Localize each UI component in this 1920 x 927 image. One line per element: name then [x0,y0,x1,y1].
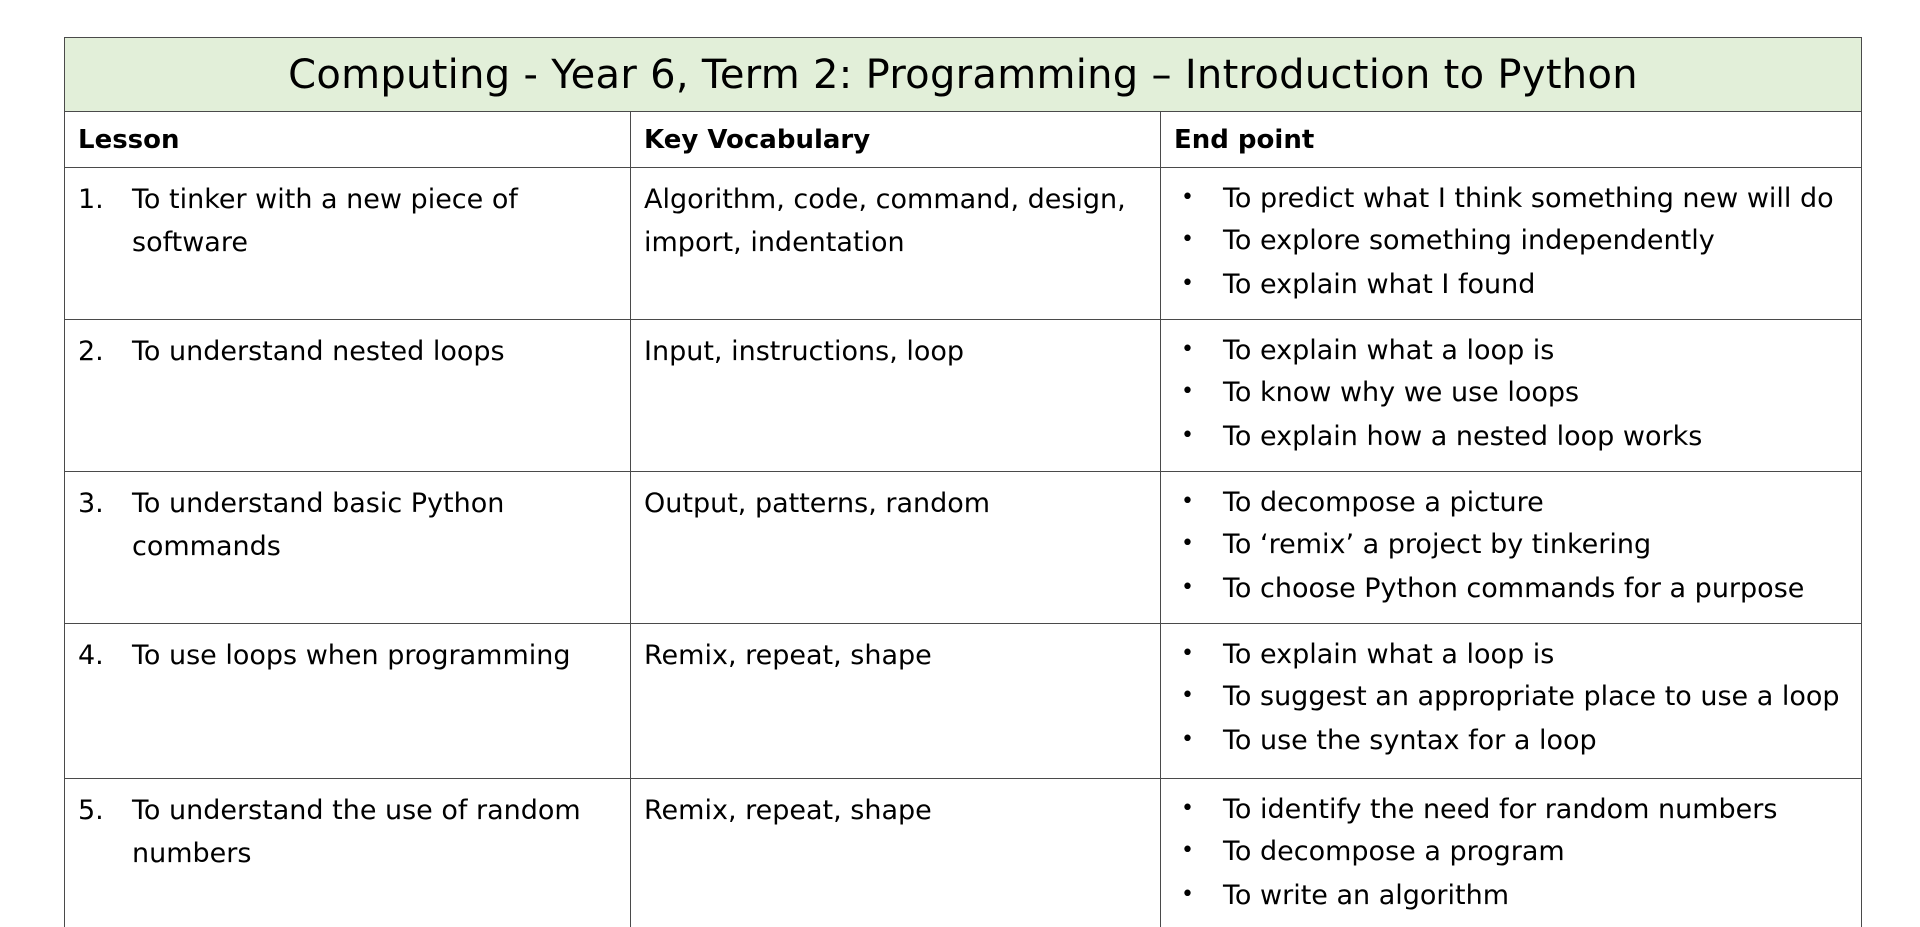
bullet-icon: • [1181,838,1194,863]
bullet-icon: • [1181,379,1194,404]
end-point-list [1181,634,1855,760]
table-row [65,320,1862,472]
end-point-item [1181,720,1855,760]
lesson-number: 3. [78,488,104,519]
lesson-cell [65,472,631,624]
lesson-cell [65,779,631,927]
vocabulary-cell: Input, instructions, loop [631,320,1161,472]
lesson-text: To understand basic Python commands [132,488,505,562]
end-point-item [1181,875,1855,915]
end-point-text: To decompose a program [1223,835,1565,867]
end-point-list [1181,482,1855,608]
bullet-icon: • [1181,882,1194,907]
bullet-icon: • [1181,423,1194,448]
end-point-text: To know why we use loops [1223,376,1580,408]
end-point-text: To explain what a loop is [1223,334,1555,366]
end-point-item [1181,524,1855,564]
column-header-end-point: End point [1161,112,1862,168]
end-point-text: To ‘remix’ a project by tinkering [1223,528,1652,560]
lesson-text: To understand the use of random numbers [132,795,581,869]
end-point-text: To explore something independently [1223,224,1715,256]
end-point-text: To explain how a nested loop works [1223,420,1703,452]
end-point-list [1181,789,1855,915]
vocabulary-cell: Remix, repeat, shape [631,624,1161,779]
lesson-cell [65,320,631,472]
end-point-cell [1161,320,1862,472]
end-point-item [1181,372,1855,412]
table-row [65,624,1862,779]
end-point-item [1181,178,1855,218]
title-row [65,38,1862,112]
end-point-item [1181,482,1855,522]
bullet-icon: • [1181,796,1194,821]
lesson-number: 5. [78,795,104,826]
vocabulary-cell: Remix, repeat, shape [631,779,1161,927]
end-point-text: To write an algorithm [1223,879,1510,911]
bullet-icon: • [1181,575,1194,600]
bullet-icon: • [1181,489,1194,514]
vocabulary-cell: Output, patterns, random [631,472,1161,624]
bullet-icon: • [1181,727,1194,752]
end-point-text: To choose Python commands for a purpose [1223,572,1805,604]
lesson-number: 2. [78,336,104,367]
curriculum-table [64,37,1862,927]
end-point-text: To use the syntax for a loop [1223,724,1597,756]
end-point-list [1181,330,1855,456]
bullet-icon: • [1181,227,1194,252]
end-point-item [1181,634,1855,674]
bullet-icon: • [1181,683,1194,708]
end-point-item [1181,416,1855,456]
end-point-cell [1161,779,1862,927]
lesson-number: 4. [78,640,104,671]
column-header-vocabulary: Key Vocabulary [631,112,1161,168]
end-point-item [1181,220,1855,260]
bullet-icon: • [1181,185,1194,210]
end-point-item [1181,330,1855,370]
table-row [65,472,1862,624]
table-row [65,779,1862,927]
end-point-text: To explain what I found [1223,268,1536,300]
end-point-list [1181,178,1855,304]
lesson-text: To understand nested loops [132,336,505,367]
end-point-item [1181,831,1855,871]
bullet-icon: • [1181,337,1194,362]
end-point-text: To decompose a picture [1223,486,1544,518]
end-point-item [1181,676,1855,716]
lesson-text: To use loops when programming [132,640,571,671]
page-title: Computing - Year 6, Term 2: Programming – Introduction to Python [65,38,1862,112]
table-row [65,168,1862,320]
lesson-cell [65,168,631,320]
column-header-lesson: Lesson [65,112,631,168]
header-row [65,112,1862,168]
lesson-cell [65,624,631,779]
bullet-icon: • [1181,531,1194,556]
end-point-item [1181,264,1855,304]
end-point-text: To suggest an appropriate place to use a loop [1223,680,1840,712]
end-point-cell [1161,624,1862,779]
end-point-text: To predict what I think something new will do [1223,182,1834,214]
bullet-icon: • [1181,641,1194,666]
lesson-text: To tinker with a new piece of software [132,184,518,258]
end-point-cell [1161,168,1862,320]
vocabulary-cell: Algorithm, code, command, design, import, indentation [631,168,1161,320]
end-point-cell [1161,472,1862,624]
end-point-text: To explain what a loop is [1223,638,1555,670]
end-point-item [1181,568,1855,608]
lesson-number: 1. [78,184,104,215]
end-point-text: To identify the need for random numbers [1223,793,1778,825]
bullet-icon: • [1181,271,1194,296]
end-point-item [1181,789,1855,829]
